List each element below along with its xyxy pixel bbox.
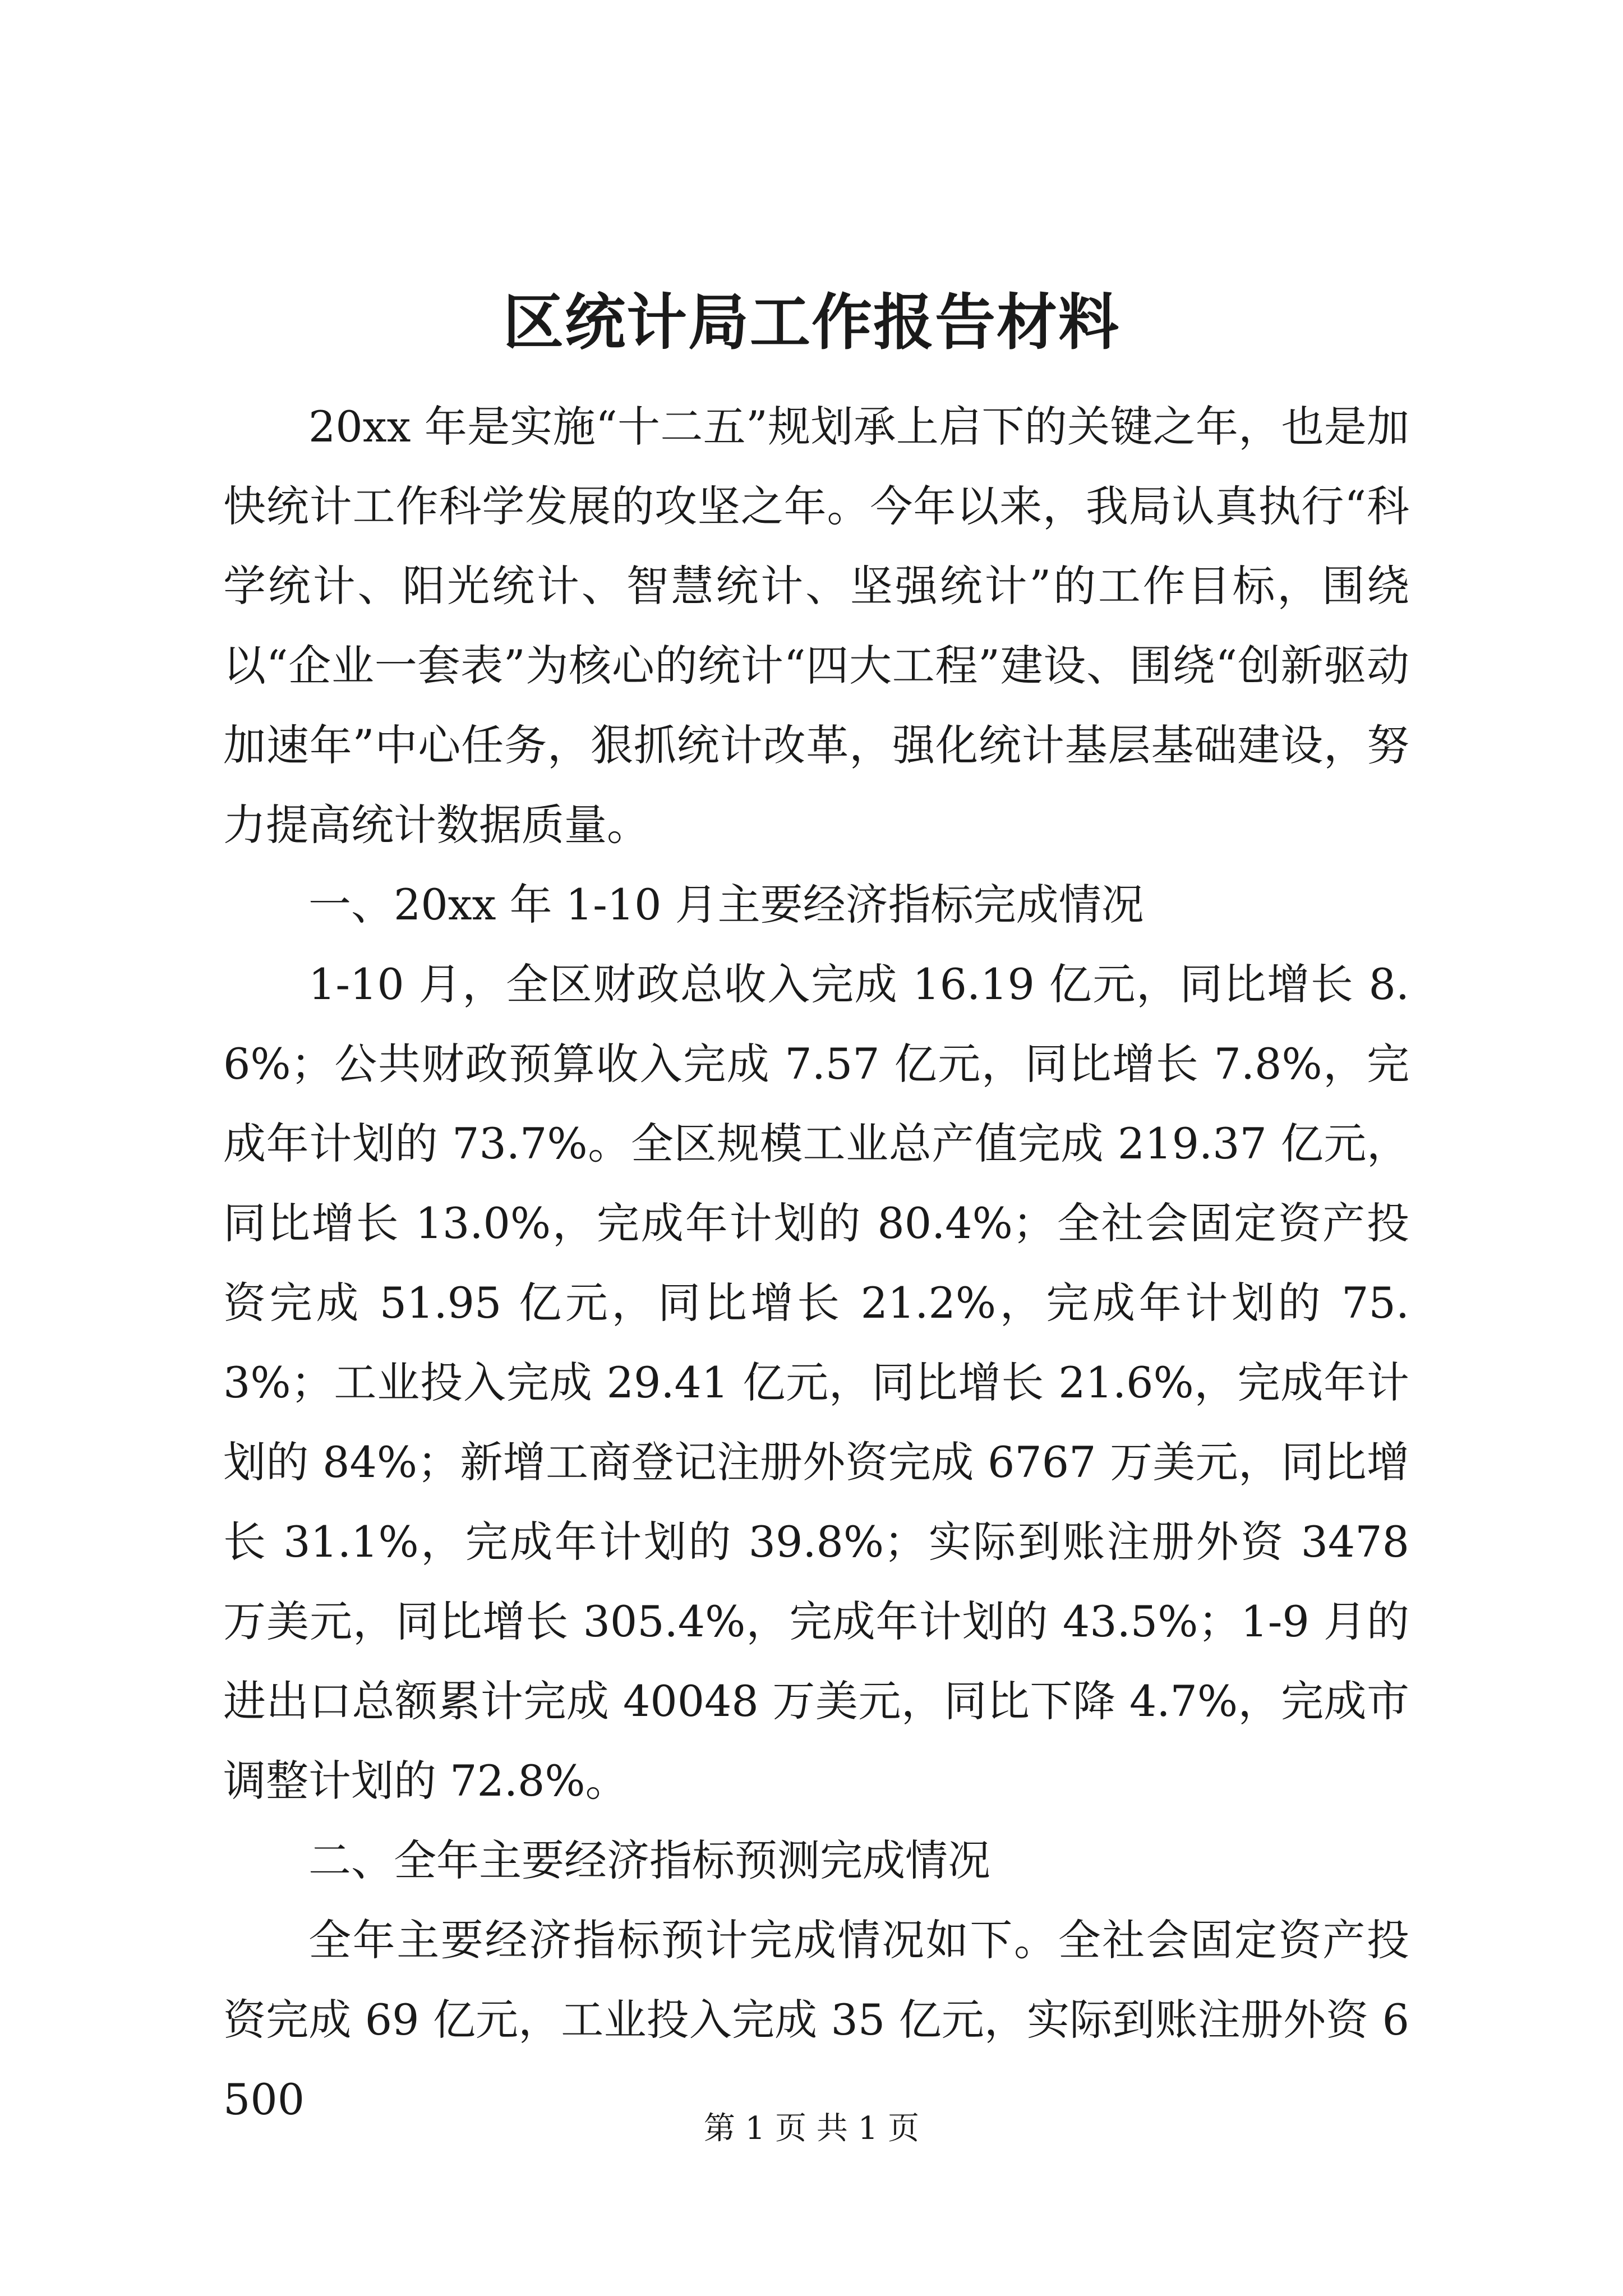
document-body	[223, 387, 1409, 2139]
section-heading-1: 一、20xx 年 1-10 月主要经济指标完成情况	[308, 880, 1144, 930]
intro-paragraph: 20xx 年是实施“十二五”规划承上启下的关键之年，也是加快统计工作科学发展的攻坚之年。今年以来，我局认真执行“科学统计、阳光统计、智慧统计、坚强统计”的工作目标，围绕以“企业一套表”为核心的统计“四大工程”建设、围绕“创新驱动加速年”中心任务，狠抓统计改革，强化统计基层基础建设，努力提高统计数据质量。	[223, 402, 1409, 850]
document-title: 区统计局工作报告材料	[502, 287, 1120, 358]
forecast-paragraph: 全年主要经济指标预计完成情况如下。全社会固定资产投资完成 69 亿元，工业投入完成 35 亿元，实际到账注册外资 6500	[223, 1915, 1409, 2124]
page-footer: 第 1 页 共 1 页	[703, 2110, 920, 2147]
section-heading-2: 二、全年主要经济指标预测完成情况	[308, 1835, 990, 1885]
indicators-paragraph: 1-10 月，全区财政总收入完成 16.19 亿元，同比增长 8.6%；公共财政预算收入完成 7.57 亿元，同比增长 7.8%，完成年计划的 73.7%。全区规模工业总产值完成 219.37 亿元，同比增长 13.0%，完成年计划的 80.4%；全社会固定资产投资完成 51.95 亿元，同比增长 21.2%，完成年计划的 75.3%；工业投入完成 29.41 亿元，同比增长 21.6%，完成年计划的 84%；新增工商登记注册外资完成 6767 万美元，同比增长 31.1%，完成年计划的 39.8%；实际到账注册外资 3478 万美元，同比增长 305.4%，完成年计划的 43.5%；1-9 月的进出口总额累计完成 40048 万美元，同比下降 4.7%，完成市调整计划的 72.8%。	[223, 959, 1409, 1806]
